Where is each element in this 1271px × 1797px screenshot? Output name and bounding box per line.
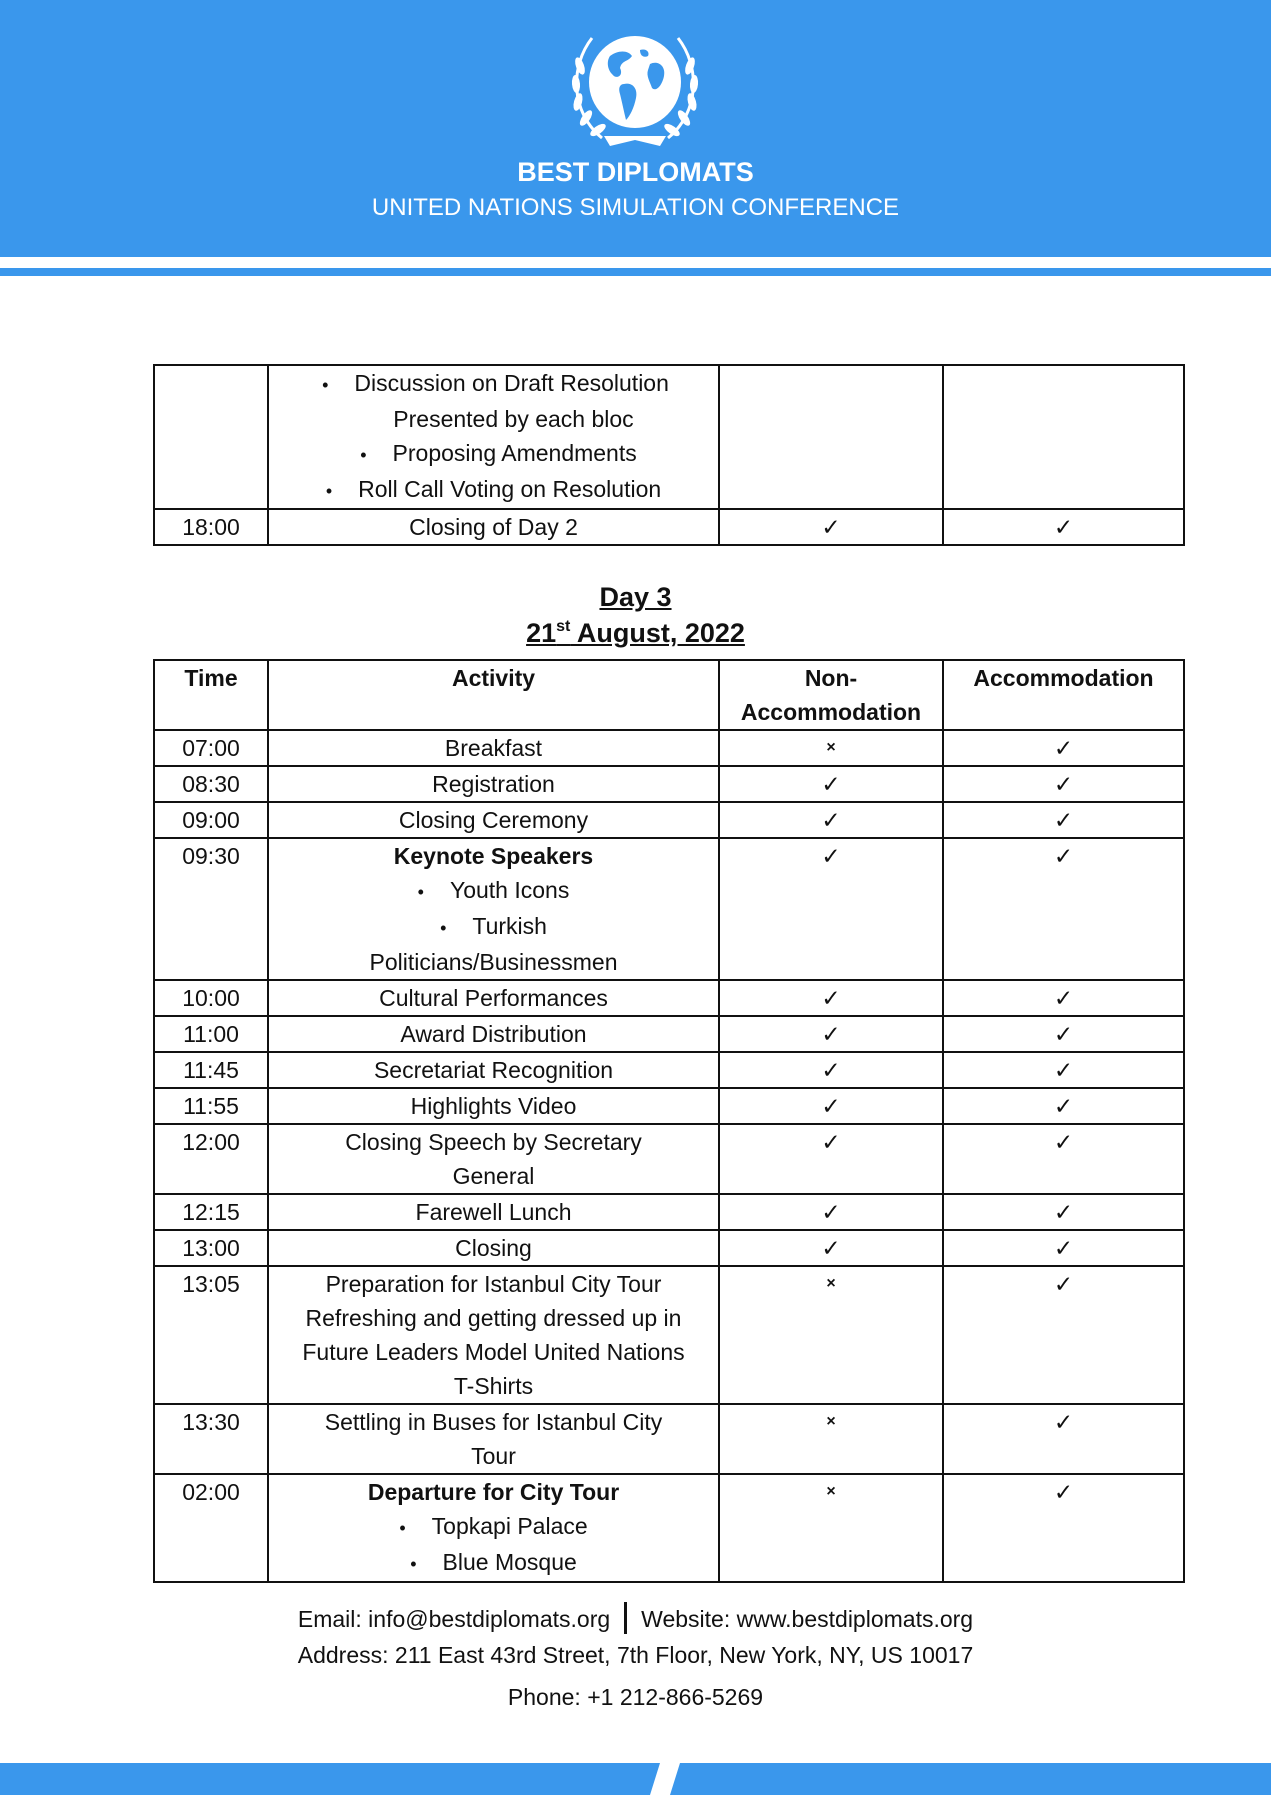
- check-icon: ✓: [943, 1088, 1184, 1124]
- cross-icon: ×: [719, 1474, 943, 1582]
- activity-line: Secretariat Recognition: [373, 1057, 614, 1083]
- activity-cell: [268, 730, 719, 766]
- check-icon: ✓: [719, 838, 943, 980]
- brand-subtitle: UNITED NATIONS SIMULATION CONFERENCE: [371, 194, 900, 221]
- time-cell: 11:45: [154, 1052, 268, 1088]
- footer-address: Address: 211 East 43rd Street, 7th Floor, New York, NY, US 10017: [297, 1642, 974, 1668]
- activity-bullet-line: • Roll Call Voting on Resolution: [273, 472, 714, 508]
- date-day: 21: [526, 618, 557, 648]
- activity-line: Registration: [432, 771, 555, 797]
- time-cell: 12:00: [154, 1124, 268, 1194]
- activity-cell: [268, 365, 719, 509]
- activity-bullet-line: • Discussion on Draft Resolution: [273, 366, 714, 402]
- table-row: [154, 1404, 1184, 1474]
- cross-icon: ×: [719, 730, 943, 766]
- check-icon: ✓: [719, 1230, 943, 1266]
- time-cell: 13:05: [154, 1266, 268, 1404]
- header-line: Accommodation: [740, 699, 922, 725]
- check-icon: ✓: [943, 1474, 1184, 1582]
- check-icon: ✓: [943, 1124, 1184, 1194]
- activity-cell: [268, 766, 719, 802]
- table-row: [154, 1016, 1184, 1052]
- check-icon: ✓: [943, 1266, 1184, 1404]
- table-row: [154, 802, 1184, 838]
- accommodation-cell: [943, 365, 1184, 509]
- cross-icon: ×: [719, 1404, 943, 1474]
- activity-line: Highlights Video: [410, 1093, 577, 1119]
- check-icon: ✓: [943, 1230, 1184, 1266]
- check-icon: ✓: [943, 730, 1184, 766]
- un-globe-wreath-logo-icon: [562, 26, 708, 152]
- time-cell: 09:00: [154, 802, 268, 838]
- activity-line: Closing Speech by Secretary: [345, 1129, 642, 1155]
- table-header-row: [154, 660, 1184, 730]
- activity-line: Politicians/Businessmen: [369, 949, 618, 975]
- column-header-activity: Activity: [268, 660, 719, 730]
- activity-cell: [268, 1404, 719, 1474]
- footer-contact-line: [0, 1602, 1271, 1634]
- activity-cell: [268, 1266, 719, 1404]
- activity-bullet-line: • Youth Icons: [273, 873, 714, 909]
- check-icon: ✓: [943, 1404, 1184, 1474]
- table-row: [154, 1052, 1184, 1088]
- column-header-non-accommodation: [719, 660, 943, 730]
- check-icon: ✓: [943, 509, 1184, 545]
- table-row: [154, 1088, 1184, 1124]
- activity-cell: [268, 1016, 719, 1052]
- footer-phone: Phone: +1 212-866-5269: [507, 1684, 764, 1710]
- non-accommodation-cell: [719, 365, 943, 509]
- table-row: [154, 766, 1184, 802]
- date-suffix: st: [556, 618, 571, 635]
- brand-title: BEST DIPLOMATS: [517, 157, 754, 187]
- time-cell: 09:30: [154, 838, 268, 980]
- check-icon: ✓: [943, 980, 1184, 1016]
- time-cell: 13:30: [154, 1404, 268, 1474]
- table-row: [154, 1474, 1184, 1582]
- time-cell: 13:00: [154, 1230, 268, 1266]
- column-header-time: Time: [154, 660, 268, 730]
- column-header-accommodation: Accommodation: [943, 660, 1184, 730]
- check-icon: ✓: [719, 1124, 943, 1194]
- day3-schedule-table: [153, 659, 1185, 1583]
- activity-cell: [268, 1052, 719, 1088]
- cross-icon: ×: [719, 1266, 943, 1404]
- check-icon: ✓: [943, 766, 1184, 802]
- date-heading: [0, 618, 1271, 649]
- activity-cell: [268, 1088, 719, 1124]
- footer-email: Email: info@bestdiplomats.org: [297, 1606, 611, 1632]
- check-icon: ✓: [719, 1194, 943, 1230]
- table-row: [154, 730, 1184, 766]
- activity-cell: [268, 838, 719, 980]
- activity-line: Refreshing and getting dressed up in: [305, 1305, 682, 1331]
- check-icon: ✓: [943, 1194, 1184, 1230]
- activity-line: Breakfast: [444, 735, 543, 761]
- header-stripe: [0, 268, 1271, 276]
- activity-cell: [268, 980, 719, 1016]
- activity-line: Preparation for Istanbul City Tour: [325, 1271, 662, 1297]
- separator: [624, 1602, 627, 1634]
- time-cell: 07:00: [154, 730, 268, 766]
- footer-website: Website: www.bestdiplomats.org: [641, 1606, 974, 1632]
- date-rest: August, 2022: [570, 618, 745, 648]
- check-icon: ✓: [943, 838, 1184, 980]
- check-icon: ✓: [719, 1052, 943, 1088]
- time-cell: 11:55: [154, 1088, 268, 1124]
- time-cell: 18:00: [154, 509, 268, 545]
- activity-cell: [268, 802, 719, 838]
- activity-line: General: [452, 1163, 535, 1189]
- table-row: [154, 838, 1184, 980]
- check-icon: ✓: [719, 1088, 943, 1124]
- activity-line: Future Leaders Model United Nations: [302, 1339, 685, 1365]
- footer-stripe-right: [670, 1763, 1271, 1795]
- activity-bullet-line: • Topkapi Palace: [273, 1509, 714, 1545]
- activity-line: Tour: [471, 1443, 516, 1469]
- activity-cell: [268, 1194, 719, 1230]
- time-cell: 08:30: [154, 766, 268, 802]
- time-cell: 02:00: [154, 1474, 268, 1582]
- activity-line: T-Shirts: [453, 1373, 534, 1399]
- activity-cell: [268, 1230, 719, 1266]
- check-icon: ✓: [719, 509, 943, 545]
- table-row: [154, 1266, 1184, 1404]
- activity-line: Farewell Lunch: [415, 1199, 572, 1225]
- table-row: [154, 1124, 1184, 1194]
- check-icon: ✓: [943, 1052, 1184, 1088]
- day-heading: Day 3: [599, 582, 672, 612]
- footer-stripe-left: [0, 1763, 660, 1795]
- activity-bullet-line: • Turkish: [273, 909, 714, 945]
- check-icon: ✓: [943, 1016, 1184, 1052]
- activity-line: Award Distribution: [400, 1021, 587, 1047]
- activity-line: Settling in Buses for Istanbul City: [324, 1409, 663, 1435]
- header-line: Non-: [804, 665, 858, 691]
- table-row: [154, 1194, 1184, 1230]
- activity-line: Presented by each bloc: [393, 406, 634, 432]
- time-cell: 10:00: [154, 980, 268, 1016]
- activity-line: Cultural Performances: [379, 985, 608, 1011]
- time-cell: 12:15: [154, 1194, 268, 1230]
- activity-line: Closing Ceremony: [398, 807, 589, 833]
- check-icon: ✓: [943, 802, 1184, 838]
- activity-line: Closing: [455, 1235, 532, 1261]
- table-row: [154, 1230, 1184, 1266]
- activity-title: Departure for City Tour: [367, 1479, 620, 1505]
- check-icon: ✓: [719, 980, 943, 1016]
- table-row: [154, 980, 1184, 1016]
- activity-bullet-line: • Blue Mosque: [273, 1545, 714, 1581]
- activity-title: Keynote Speakers: [393, 843, 594, 869]
- time-cell: [154, 365, 268, 509]
- day2-schedule-table: [153, 364, 1185, 546]
- table-row: [154, 365, 1184, 509]
- table-row: [154, 509, 1184, 545]
- check-icon: ✓: [719, 766, 943, 802]
- check-icon: ✓: [719, 802, 943, 838]
- time-cell: 11:00: [154, 1016, 268, 1052]
- activity-cell: [268, 1124, 719, 1194]
- activity-cell: [268, 1474, 719, 1582]
- activity-bullet-line: • Proposing Amendments: [273, 436, 714, 472]
- activity-cell: Closing of Day 2: [268, 509, 719, 545]
- check-icon: ✓: [719, 1016, 943, 1052]
